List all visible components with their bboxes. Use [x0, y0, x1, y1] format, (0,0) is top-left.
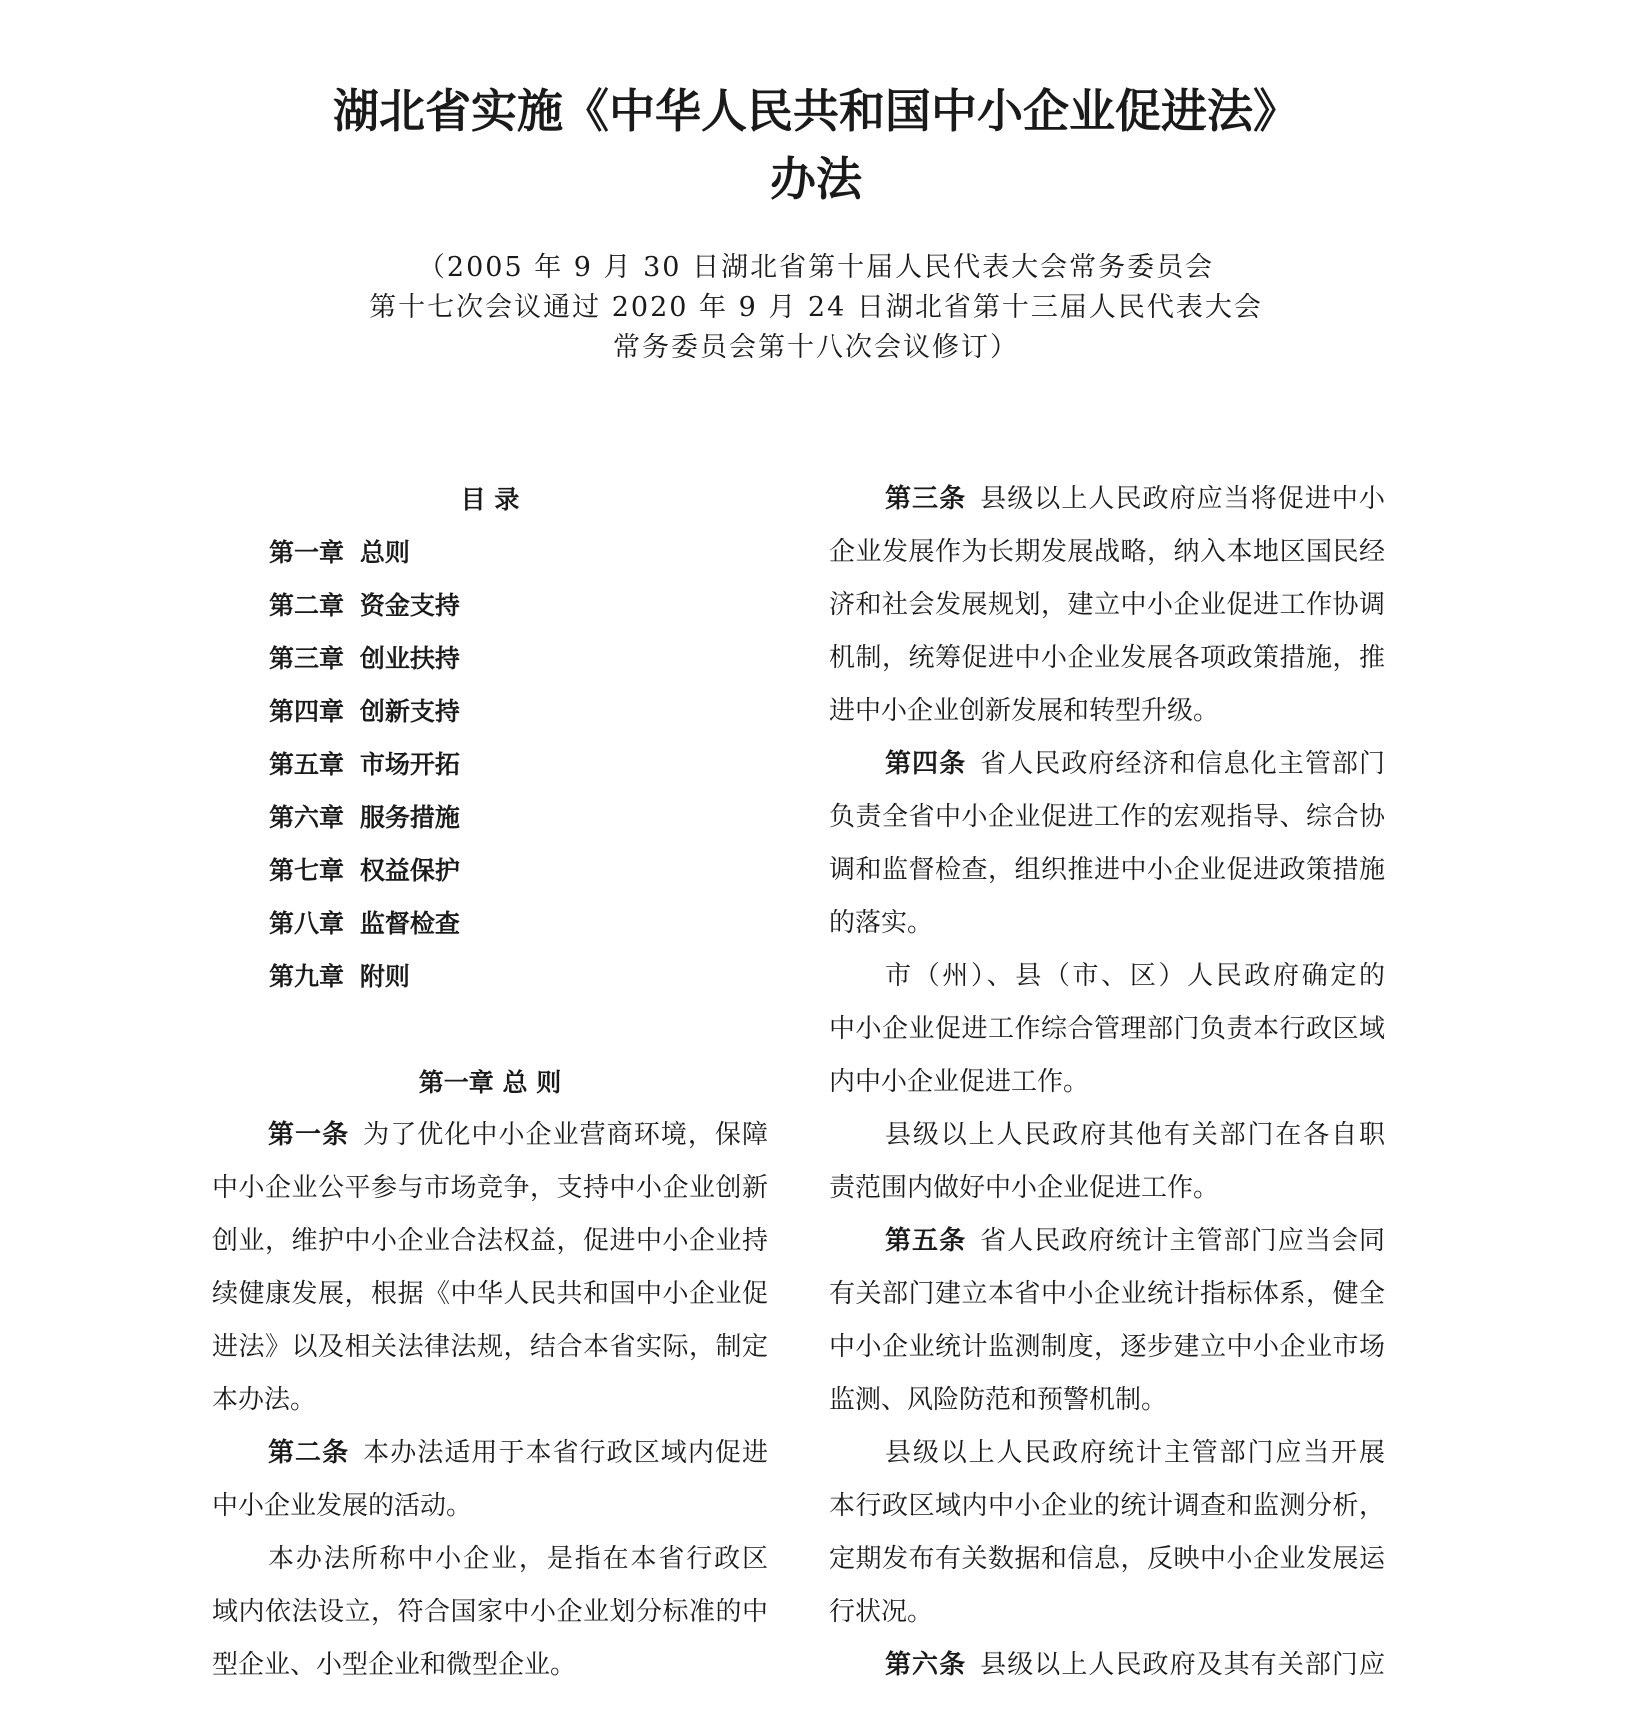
- article-5-line: 监测、风险防范和预警机制。: [829, 1385, 1168, 1415]
- toc-item: 第四章 创新支持: [269, 697, 460, 726]
- article-2-line: 第二条 本办法适用于本省行政区域内促进: [268, 1438, 768, 1468]
- article-1-line: 进法》以及相关法律法规，结合本省实际，制定: [212, 1332, 768, 1362]
- article-1-line: 创业，维护中小企业合法权益，促进中小企业持: [212, 1226, 768, 1256]
- article-5-line: 第五条 省人民政府统计主管部门应当会同: [885, 1226, 1385, 1256]
- toc-item: 第一章 总则: [269, 538, 410, 567]
- article-4-line: 县级以上人民政府其他有关部门在各自职: [885, 1120, 1385, 1150]
- article-4-line: 的落实。: [829, 908, 934, 938]
- article-4-line: 市（州）、县（市、区）人民政府确定的: [885, 961, 1385, 991]
- article-label: 第六条: [885, 1650, 967, 1680]
- article-4-line: 负责全省中小企业促进工作的宏观指导、综合协: [829, 802, 1385, 832]
- article-5-line: 行状况。: [829, 1597, 934, 1627]
- toc-item: 第七章 权益保护: [269, 856, 460, 885]
- article-4-line: 中小企业促进工作综合管理部门负责本行政区域: [829, 1014, 1385, 1044]
- article-4-line: 第四条 省人民政府经济和信息化主管部门: [885, 749, 1385, 779]
- toc-item: 第八章 监督检查: [269, 909, 460, 938]
- toc-item: 第三章 创业扶持: [269, 644, 460, 673]
- article-5-line: 有关部门建立本省中小企业统计指标体系，健全: [829, 1279, 1385, 1309]
- right-column: [829, 473, 1385, 1692]
- toc-item: 第二章 资金支持: [269, 591, 460, 620]
- article-5-line: 本行政区域内中小企业的统计调查和监测分析，: [829, 1491, 1385, 1521]
- article-label: 第五条: [885, 1226, 967, 1256]
- article-2-line: 域内依法设立，符合国家中小企业划分标准的中: [212, 1597, 768, 1627]
- article-5-line: 县级以上人民政府统计主管部门应当开展: [885, 1438, 1385, 1468]
- article-2-line: 中小企业发展的活动。: [212, 1491, 473, 1521]
- toc-item: 第九章 附则: [269, 962, 410, 991]
- article-5-line: 定期发布有关数据和信息，反映中小企业发展运: [829, 1544, 1385, 1574]
- article-3-line: 机制，统筹促进中小企业发展各项政策措施，推: [829, 643, 1385, 673]
- toc-item: 第六章 服务措施: [269, 803, 460, 832]
- article-label: 第一条: [268, 1120, 350, 1150]
- document-title-line-2: 办法: [770, 152, 862, 206]
- chapter-heading: 第一章 总 则: [418, 1068, 562, 1097]
- article-3-line: 第三条 县级以上人民政府应当将促进中小: [885, 484, 1385, 514]
- article-3-line: 济和社会发展规划，建立中小企业促进工作协调: [829, 590, 1385, 620]
- article-1-line: 第一条 为了优化中小企业营商环境，保障: [268, 1120, 768, 1150]
- toc-item: 第五章 市场开拓: [269, 750, 460, 779]
- left-column: [212, 473, 768, 1692]
- article-3-line: 企业发展作为长期发展战略，纳入本地区国民经: [829, 537, 1385, 567]
- article-5-line: 中小企业统计监测制度，逐步建立中小企业市场: [829, 1332, 1385, 1362]
- subtitle-line-1: （2005 年 9 月 30 日湖北省第十届人民代表大会常务委员会: [417, 252, 1215, 283]
- document-title-line-1: 湖北省实施《中华人民共和国中小企业促进法》: [333, 84, 1299, 138]
- article-1-line: 续健康发展，根据《中华人民共和国中小企业促: [212, 1279, 768, 1309]
- article-4-line: 调和监督检查，组织推进中小企业促进政策措施: [829, 855, 1385, 885]
- article-6-line: 第六条 县级以上人民政府及其有关部门应: [885, 1650, 1385, 1680]
- article-label: 第二条: [268, 1438, 350, 1468]
- article-1-line: 中小企业公平参与市场竞争，支持中小企业创新: [212, 1173, 768, 1203]
- subtitle-line-3: 常务委员会第十八次会议修订）: [613, 332, 1019, 363]
- article-label: 第三条: [885, 484, 967, 514]
- toc-heading: 目 录: [460, 485, 520, 514]
- article-2-line: 本办法所称中小企业，是指在本省行政区: [268, 1544, 768, 1574]
- article-4-line: 责范围内做好中小企业促进工作。: [829, 1173, 1220, 1203]
- article-3-line: 进中小企业创新发展和转型升级。: [829, 696, 1220, 726]
- article-4-line: 内中小企业促进工作。: [829, 1067, 1090, 1097]
- article-2-line: 型企业、小型企业和微型企业。: [212, 1650, 577, 1680]
- subtitle-line-2: 第十七次会议通过 2020 年 9 月 24 日湖北省第十三届人民代表大会: [369, 292, 1263, 323]
- article-1-line: 本办法。: [212, 1385, 317, 1415]
- article-label: 第四条: [885, 749, 967, 779]
